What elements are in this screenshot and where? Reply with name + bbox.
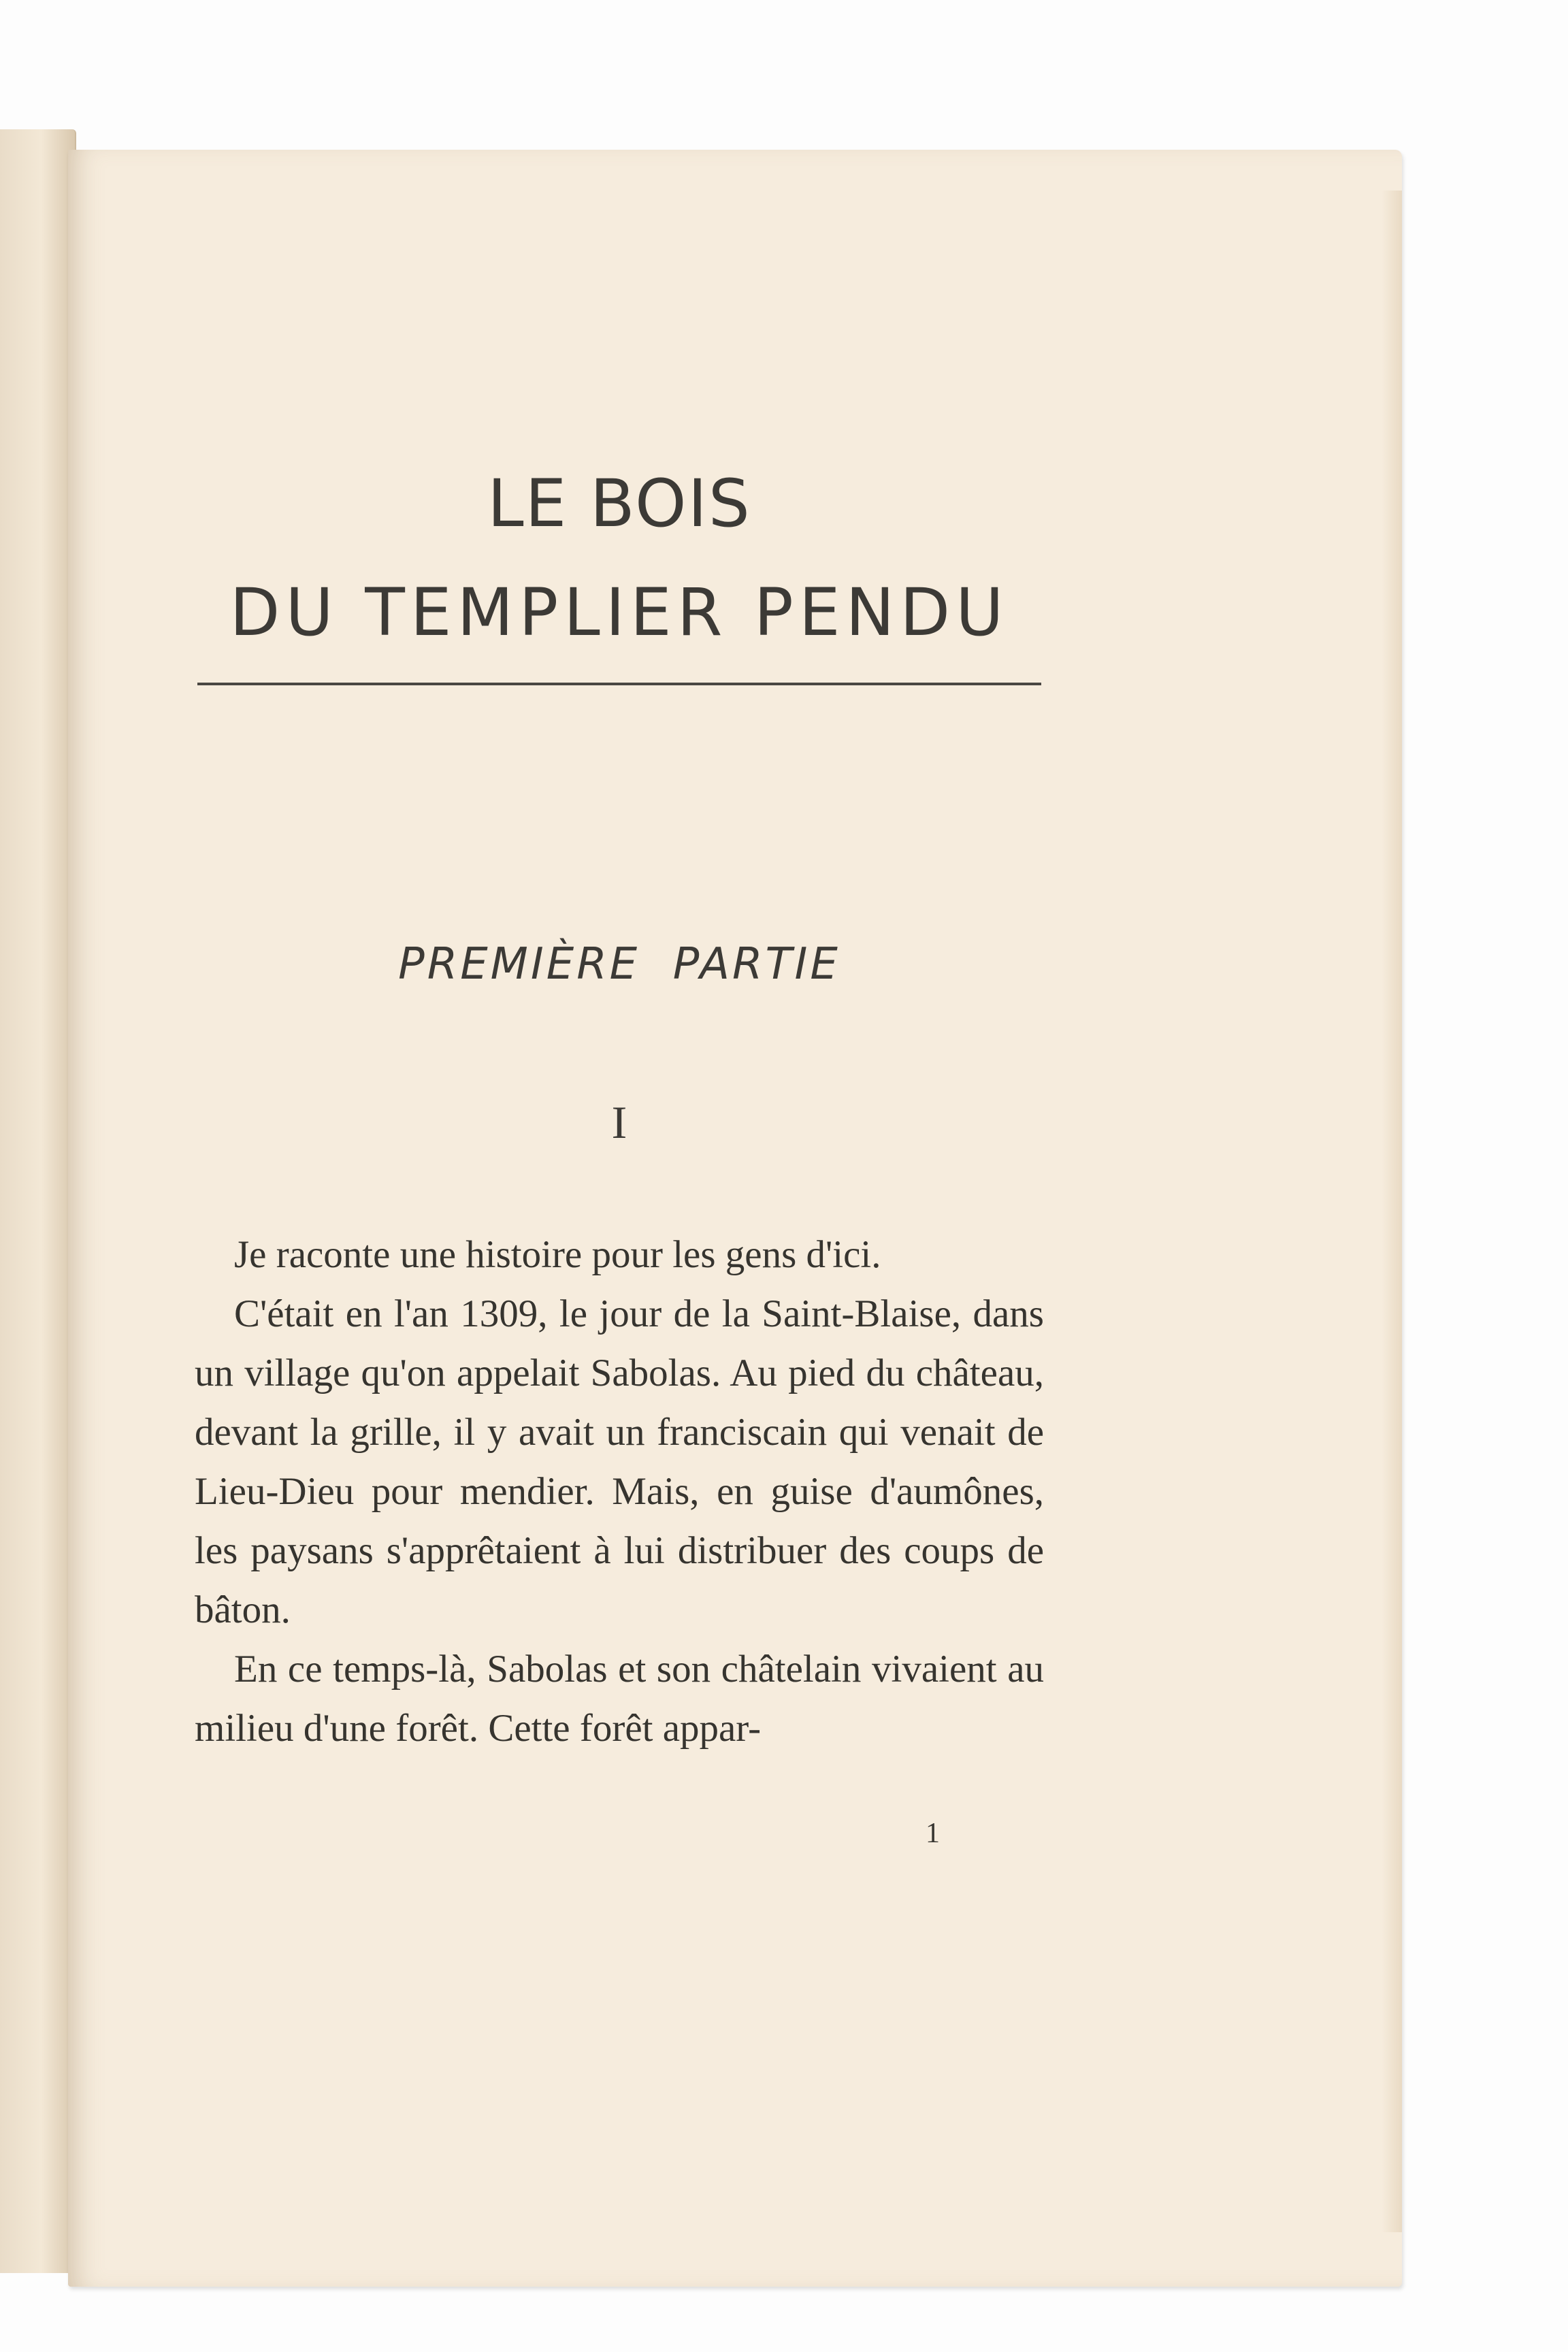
body-text [195,1225,1044,1758]
part-title: PREMIÈRE PARTIE [398,939,840,990]
title-line-1: LE BOIS [487,466,751,542]
page-stack-edge [0,129,76,2273]
chapter-number: I [611,1096,627,1148]
paragraph: C'était en l'an 1309, le jour de la Saint-Blaise, dans un village qu'on appelait Sabolas. Au pied du château, devant la grille, il y avait un franciscain qui venait de Lieu-Dieu pour mendier. Mais, en guise d'aumônes, les paysans s'apprêtaient à lui distribuer des coups de bâton. [195,1292,1044,1631]
paragraph: Je raconte une histoire pour les gens d'ici. [234,1233,881,1276]
page-number: 1 [926,1818,940,1849]
title-line-2: DU TEMPLIER PENDU [229,574,1009,651]
book-title [197,463,1041,653]
title-rule [197,683,1041,685]
paragraph: En ce temps-là, Sabolas et son châtelain vivaient au milieu d'une forêt. Cette forêt appar- [195,1648,1044,1750]
